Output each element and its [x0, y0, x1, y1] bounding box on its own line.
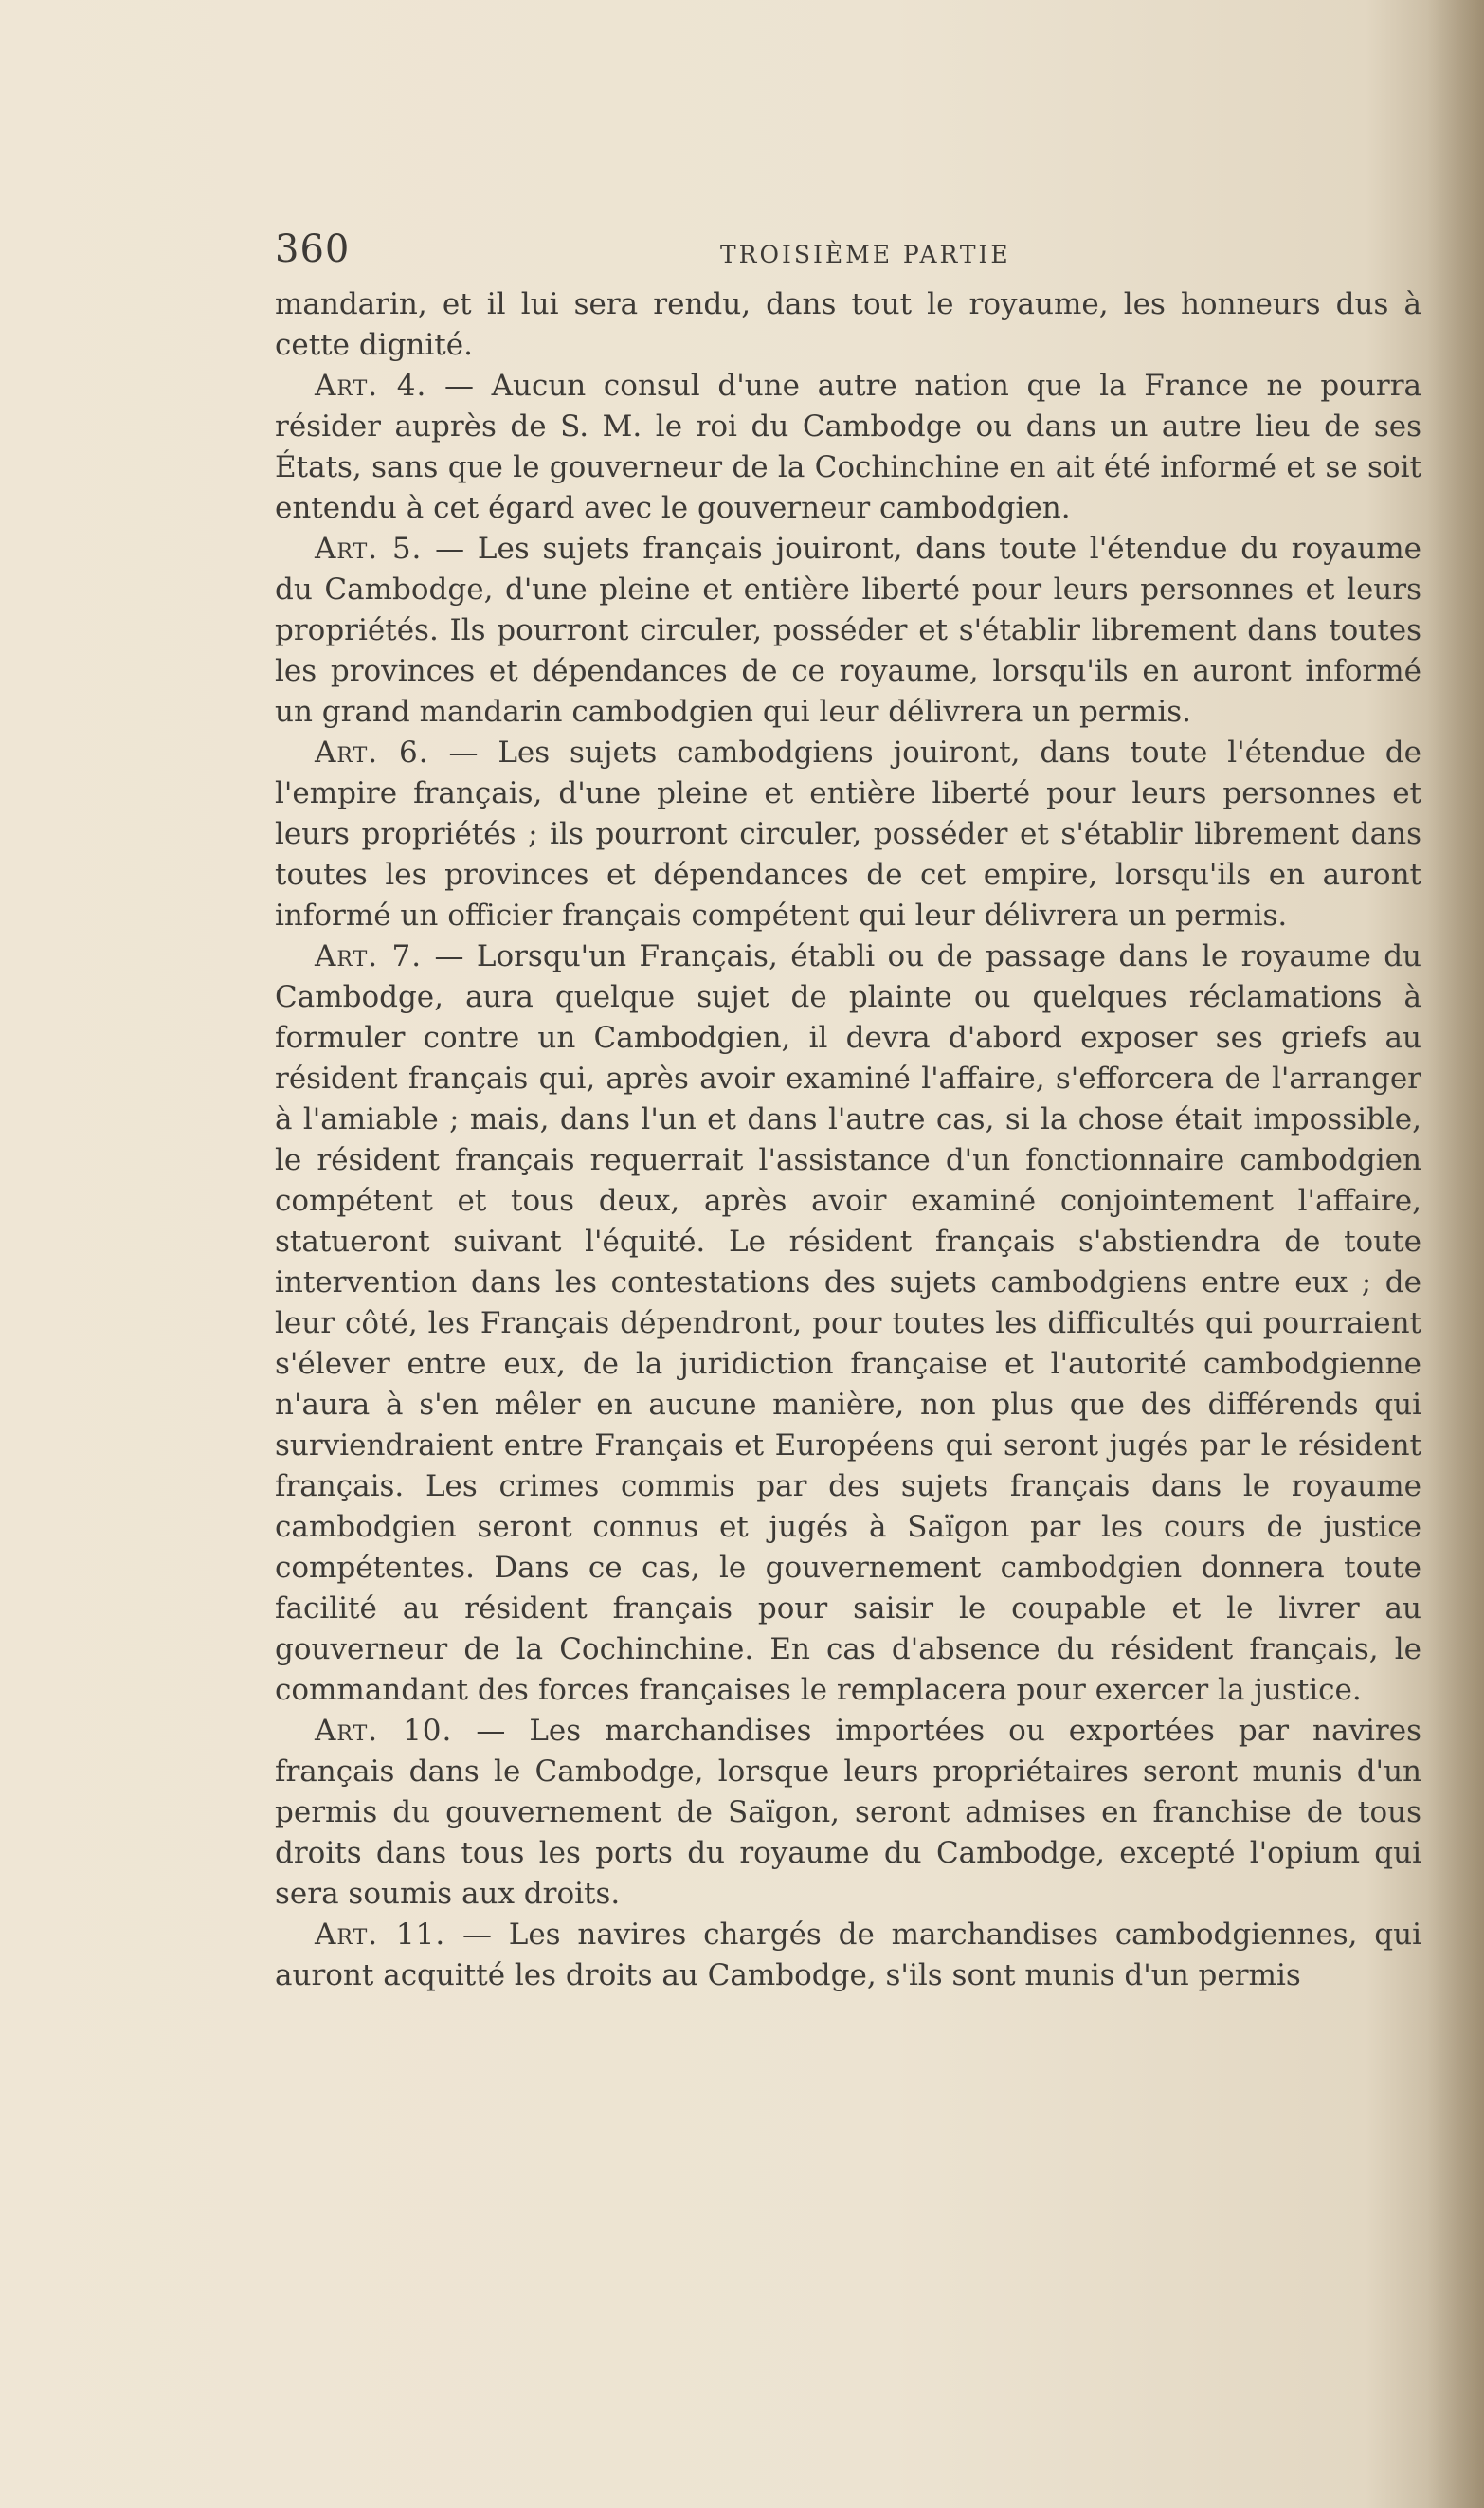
- article-6: [275, 733, 1421, 936]
- article-4: [275, 366, 1421, 529]
- article-10: [275, 1711, 1421, 1915]
- article-text: — Lorsqu'un Français, établi ou de passage dans le royaume du Cambodge, aura quelque sujet de plainte ou quelques réclamations à formuler contre un Cambodgien, il devra d'abord exposer ses griefs au résident français qui, après avoir examiné l'affaire, s'efforcera de l'arranger à l'amiable ; mais, dans l'un et dans l'autre cas, si la chose était impossible, le résident français requerrait l'assistance d'un fonctionnaire cambodgien compétent et tous deux, après avoir examiné conjointement l'affaire, statueront suivant l'équité. Le résident français s'abstiendra de toute intervention dans les contestations des sujets cambodgiens entre eux ; de leur côté, les Français dépendront, pour toutes les difficultés qui pourraient s'élever entre eux, de la juridiction française et l'autorité cambodgienne n'aura à s'en mêler en aucune manière, non plus que des différends qui surviendraient entre Français et Européens qui seront jugés par le résident français. Les crimes commis par des sujets français dans le royaume cambodgien seront connus et jugés à Saïgon par les cours de justice compétentes. Dans ce cas, le gouvernement cambodgien donnera toute facilité au résident français pour saisir le coupable et le livrer au gouverneur de la Cochinchine. En cas d'absence du résident français, le commandant des forces françaises le remplacera pour exercer la justice.: [275, 939, 1421, 1707]
- body-text: [275, 284, 1421, 1996]
- article-label: Art. 5.: [315, 532, 423, 566]
- article-7: [275, 936, 1421, 1711]
- article-text: — Les sujets français jouiront, dans toute l'étendue du royaume du Cambodge, d'une pleine et entière liberté pour leurs personnes et leurs propriétés. Ils pourront circuler, posséder et s'établir librement dans toutes les provinces et dépendances de ce royaume, lorsqu'ils en auront informé un grand mandarin cambodgien qui leur délivrera un permis.: [275, 532, 1421, 729]
- paragraph-continued: [275, 284, 1421, 366]
- article-label: Art. 10.: [315, 1714, 453, 1748]
- page-number: 360: [275, 227, 351, 271]
- article-text: — Aucun consul d'une autre nation que la France ne pourra résider auprès de S. M. le roi du Cambodge ou dans un autre lieu de ses États, sans que le gouverneur de la Cochinchine en ait été informé et se soit entendu à cet égard avec le gouverneur cambodgien.: [275, 369, 1421, 525]
- article-label: Art. 7.: [315, 939, 423, 973]
- article-label: Art. 11.: [315, 1917, 446, 1952]
- article-label: Art. 6.: [315, 736, 429, 770]
- article-5: [275, 529, 1421, 733]
- paragraph-text: mandarin, et il lui sera rendu, dans tout le royaume, les honneurs dus à cette dignité.: [275, 287, 1421, 362]
- article-11: [275, 1915, 1421, 1996]
- running-head: [275, 227, 1393, 284]
- article-text: — Les marchandises importées ou exportées par navires français dans le Cambodge, lorsque leurs propriétaires seront munis d'un permis du gouvernement de Saïgon, seront admises en franchise de tous droits dans tous les ports du royaume du Cambodge, excepté l'opium qui sera soumis aux droits.: [275, 1714, 1421, 1911]
- article-text: — Les sujets cambodgiens jouiront, dans toute l'étendue de l'empire français, d'une pleine et entière liberté pour leurs personnes et leurs propriétés ; ils pourront circuler, posséder et s'établir librement dans toutes les provinces et dépendances de cet empire, lorsqu'ils en auront informé un officier français compétent qui leur délivrera un permis.: [275, 736, 1421, 933]
- article-label: Art. 4.: [315, 369, 427, 403]
- article-text: — Les navires chargés de marchandises cambodgiennes, qui auront acquitté les droits au Cambodge, s'ils sont munis d'un permis: [275, 1917, 1422, 1992]
- section-title: TROISIÈME PARTIE: [720, 241, 1011, 268]
- page-edge-shadow: [1427, 0, 1484, 2508]
